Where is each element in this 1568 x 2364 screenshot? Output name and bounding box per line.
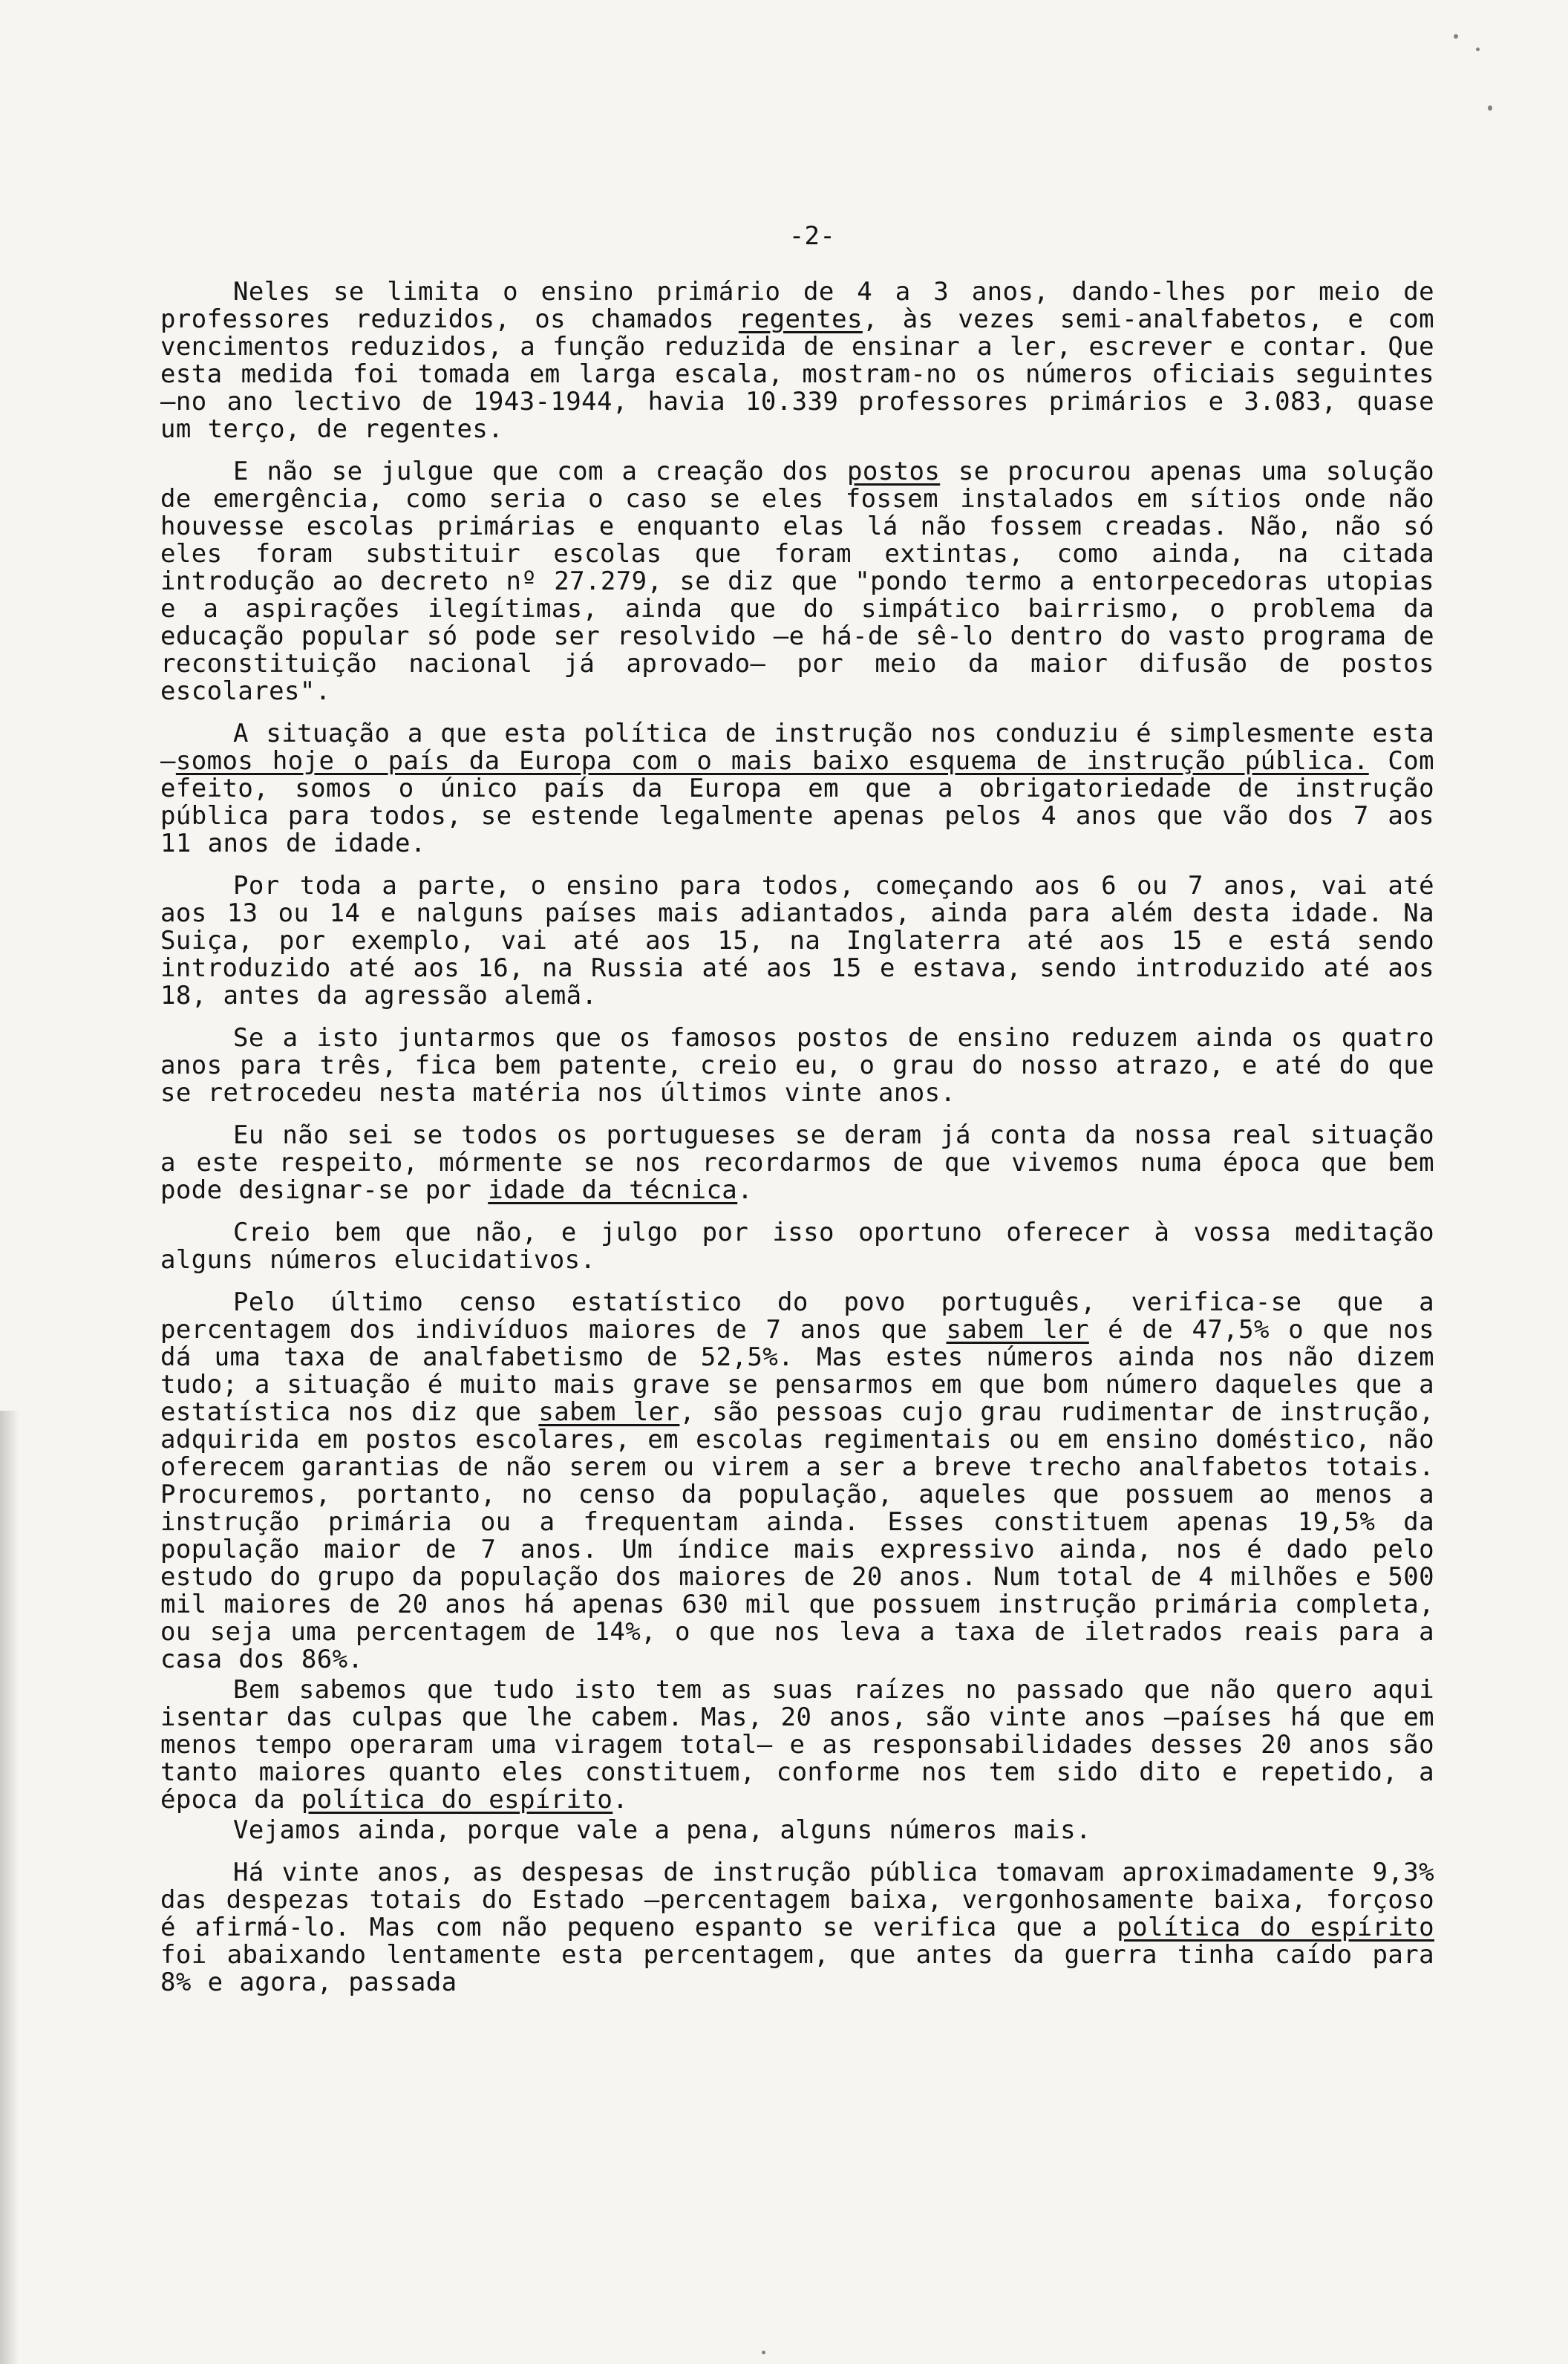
paragraph-text: se procurou apenas uma solução de emergência, como seria o caso se eles fossem instalados em sítios onde não houvesse escolas primárias e enquanto elas lá não fossem creadas. Não, não só eles foram substituir escolas que foram extintas, como ainda, na citada introdução ao decreto nº 27.279, se diz que "pondo termo a entorpecedoras utopias e a aspirações ilegítimas, ainda que do simpático bairrismo, o problema da educação popular só pode ser resolvido —e há-de sê-lo dentro do vasto programa de reconstituição nacional já aprovado— por meio da maior difusão de postos escolares".	[160, 457, 1434, 706]
underlined-term: sabem ler	[946, 1315, 1089, 1345]
paragraph-text: E não se julgue que com a creação dos	[233, 457, 847, 486]
underlined-term: política do espírito	[1117, 1913, 1434, 1942]
paragraph-text: Eu não sei se todos os portugueses se deram já conta da nossa real situação a este respeito, mórmente se nos recordarmos de que vivemos numa época que bem pode designar-se por	[160, 1120, 1434, 1205]
paragraph-10: Vejamos ainda, porque vale a pena, alguns números mais.	[233, 1815, 1091, 1845]
paragraph-text: , às vezes semi-analfabetos, e com vencimentos reduzidos, a função reduzida de ensinar a ler, escrever e contar. Que esta medida foi tomada em larga escala, mostram-no os números oficiais seguintes —no ano lectivo de 1943-1944, havia 10.339 professores primários e 3.083, quase um terço, de regentes.	[160, 304, 1434, 444]
paragraph-7: Creio bem que não, e julgo por isso oportuno oferecer à vossa meditação alguns números elucidativos.	[160, 1218, 1434, 1275]
underlined-term: sabem ler	[538, 1397, 680, 1427]
underlined-term: regentes	[738, 304, 863, 334]
paragraph-text: Com efeito, somos o único país da Europa em que a obrigatoriedade de instrução pública para todos, se estende legalmente apenas pelos 4 anos que vão dos 7 aos 11 anos de idade.	[160, 746, 1435, 858]
paragraph-text: Há vinte anos, as despesas de instrução pública tomavam aproximadamente 9,3% das despezas totais do Estado —percentagem baixa, vergonhosamente baixa, forçoso é afirmá-lo. Mas com não pequeno espanto se verifica que a	[160, 1858, 1434, 1942]
scan-speck	[1476, 48, 1480, 51]
paragraph-text: Bem sabemos que tudo isto tem as suas raízes no passado que não quero aqui isentar das culpas que lhe cabem. Mas, 20 anos, são vinte anos —países há que em menos tempo operaram uma viragem total— e as responsabilidades desses 20 anos são tanto maiores quanto eles constituem, conforme nos tem sido dito e repetido, a época da	[160, 1675, 1434, 1815]
page-number: -2-	[788, 221, 836, 251]
scan-speck	[1454, 34, 1458, 39]
paragraph-text: A situação a que esta política de instrução nos conduziu é simplesmente esta —	[160, 719, 1434, 776]
typed-text	[160, 223, 1434, 2011]
paragraph-text: foi abaixando lentamente esta percentagem, que antes da guerra tinha caído para 8% e agora, passada	[160, 1940, 1434, 1997]
paragraph-11	[160, 1859, 1434, 1996]
paragraph-4: Por toda a parte, o ensino para todos, começando aos 6 ou 7 anos, vai até aos 13 ou 14 e nalguns países mais adiantados, ainda para além desta idade. Na Suiça, por exemplo, vai até aos 15, na Inglaterra até aos 15 e está sendo introduzido até aos 16, na Russia até aos 15 e estava, sendo introduzido até aos 18, antes da agressão alemã.	[160, 871, 1434, 1010]
underlined-term: política do espírito	[301, 1785, 613, 1815]
paragraph-text: Pelo último censo estatístico do povo português, verifica-se que a percentagem dos indivíduos maiores de 7 anos que	[160, 1287, 1434, 1345]
underlined-term: idade da técnica	[488, 1175, 738, 1205]
paragraph-text: , são pessoas cujo grau rudimentar de instrução, adquirida em postos escolares, em escolas regimentais ou em ensino doméstico, não oferecem garantias de não serem ou virem a ser a breve trecho analfabetos totais. Procuremos, portanto, no censo da população, aqueles que possuem ao menos a instrução primária ou a frequentam ainda. Esses constituem apenas 19,5% da população maior de 7 anos. Um índice mais expressivo ainda, nos é dado pelo estudo do grupo da população dos maiores de 20 anos. Num total de 4 milhões e 500 mil maiores de 20 anos há apenas 630 mil que possuem instrução primária completa, ou seja uma percentagem de 14%, o que nos leva a taxa de iletrados reais para a casa dos 86%.	[160, 1397, 1435, 1674]
underlined-term: somos hoje o país da Europa com o mais baixo esquema de instrução pública.	[175, 746, 1369, 776]
paragraph-9	[160, 1676, 1434, 1814]
scan-speck	[1488, 105, 1492, 111]
paragraph-1	[160, 278, 1434, 443]
underlined-term: postos	[846, 457, 941, 486]
paragraph-text: .	[737, 1175, 754, 1205]
paragraph-6	[160, 1122, 1434, 1204]
paragraph-2	[160, 458, 1434, 705]
paragraph-text: .	[612, 1785, 629, 1815]
paragraph-8	[160, 1289, 1434, 1674]
scan-edge-shadow	[0, 1411, 19, 2364]
paragraph-text: Neles se limita o ensino primário de 4 a 3 anos, dando-lhes por meio de professores reduzidos, os chamados	[160, 277, 1434, 334]
paragraph-text: é de 47,5% o que nos dá uma taxa de analfabetismo de 52,5%. Mas estes números ainda nos não dizem tudo; a situação é muito mais grave se pensarmos em que bom número daqueles que a estatística nos diz que	[160, 1315, 1435, 1427]
paragraph-5: Se a isto juntarmos que os famosos postos de ensino reduzem ainda os quatro anos para três, fica bem patente, creio eu, o grau do nosso atrazo, e até do que se retrocedeu nesta matéria nos últimos vinte anos.	[160, 1023, 1434, 1108]
paragraph-3	[160, 720, 1434, 858]
scan-speck	[762, 2351, 765, 2354]
